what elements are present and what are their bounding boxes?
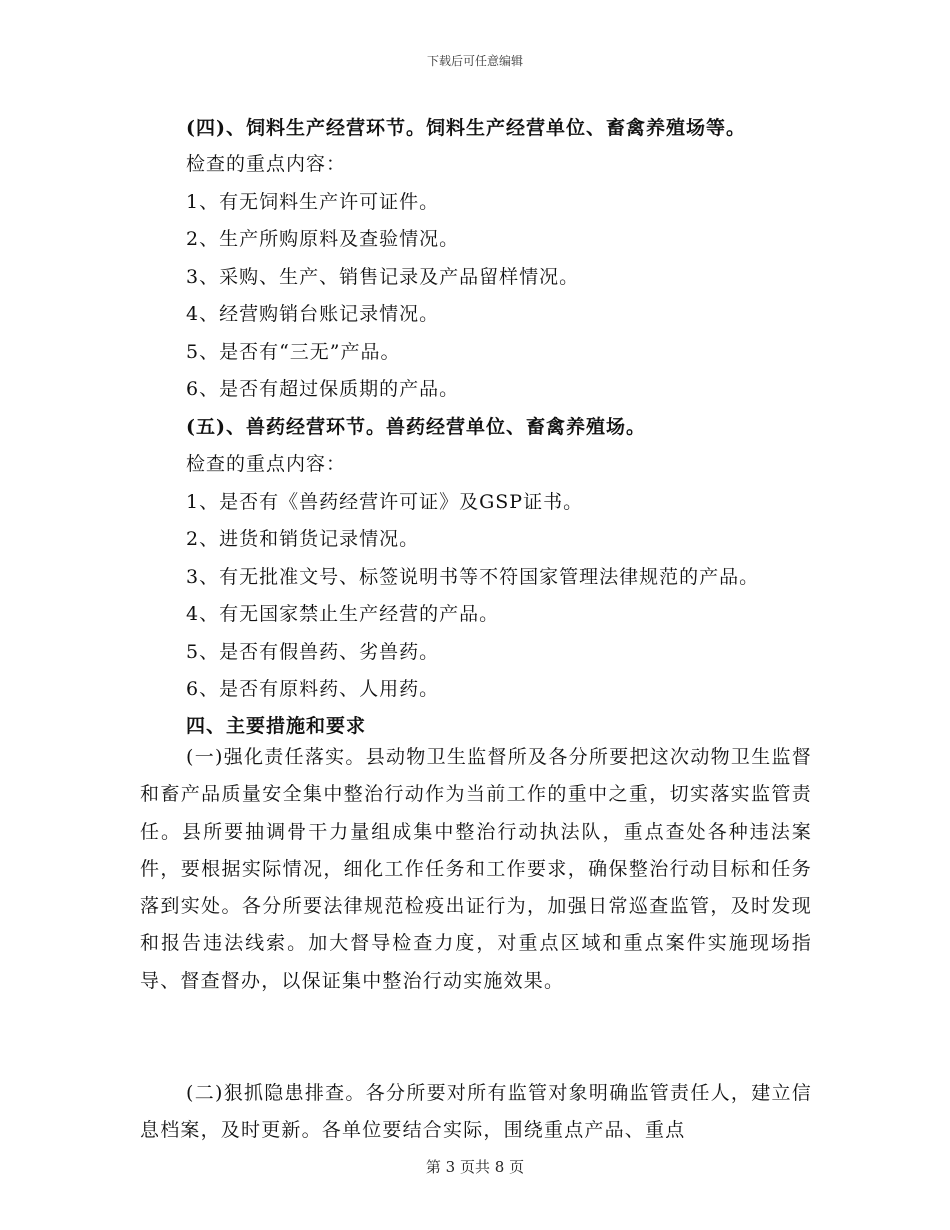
page-header: 下载后可任意编辑 bbox=[426, 54, 523, 68]
section-5-intro: 检查的重点内容： bbox=[186, 453, 347, 475]
measures-heading: 四、主要措施和要求 bbox=[186, 715, 367, 737]
section-4-item: 3、采购、生产、销售记录及产品留样情况。 bbox=[186, 266, 580, 288]
section-5-item: 5、是否有假兽药、劣兽药。 bbox=[186, 641, 440, 663]
section-4-item: 2、生产所购原料及查验情况。 bbox=[186, 228, 460, 250]
section-5-heading: (五)、兽药经营环节。兽药经营单位、畜禽养殖场。 bbox=[186, 416, 646, 438]
section-4-heading: (四)、饲料生产经营环节。饲料生产经营单位、畜禽养殖场等。 bbox=[186, 117, 746, 139]
section-4-intro: 检查的重点内容： bbox=[186, 153, 347, 175]
section-4-item: 4、经营购销台账记录情况。 bbox=[186, 303, 440, 325]
section-5-item: 6、是否有原料药、人用药。 bbox=[186, 678, 440, 700]
section-5-item: 3、有无批准文号、标签说明书等不符国家管理法律规范的产品。 bbox=[186, 566, 760, 588]
section-5-item: 4、有无国家禁止生产经营的产品。 bbox=[186, 603, 500, 625]
page-footer: 第 3 页共 8 页 bbox=[425, 1158, 525, 1176]
section-4-item: 5、是否有“三无”产品。 bbox=[186, 341, 401, 363]
section-4-item: 6、是否有超过保质期的产品。 bbox=[186, 378, 460, 400]
section-5-item: 2、进货和销货记录情况。 bbox=[186, 528, 420, 550]
measures-paragraph-1: (一)强化责任落实。县动物卫生监督所及各分所要把这次动物卫生监督和畜产品质量安全集中整治行动作为当前工作的重中之重，切实落实监管责任。县所要抽调骨干力量组成集中整治行动执法队，重点查处各种违法案件，要根据实际情况，细化工作任务和工作要求，确保整治行动目标和任务落到实处。各分所要法律规范检疫出证行为，加强日常巡查监管，及时发现和报告违法线索。加大督导检查力度，对重点区域和重点案件实施现场指导、督查督办，以保证集中整治行动实施效果。 bbox=[140, 746, 812, 992]
section-5-item: 1、是否有《兽药经营许可证》及GSP证书。 bbox=[186, 491, 584, 513]
section-4-item: 1、有无饲料生产许可证件。 bbox=[186, 191, 440, 213]
measures-paragraph-2: (二)狠抓隐患排查。各分所要对所有监管对象明确监管责任人，建立信息档案，及时更新。各单位要结合实际，围绕重点产品、重点 bbox=[140, 1082, 812, 1142]
